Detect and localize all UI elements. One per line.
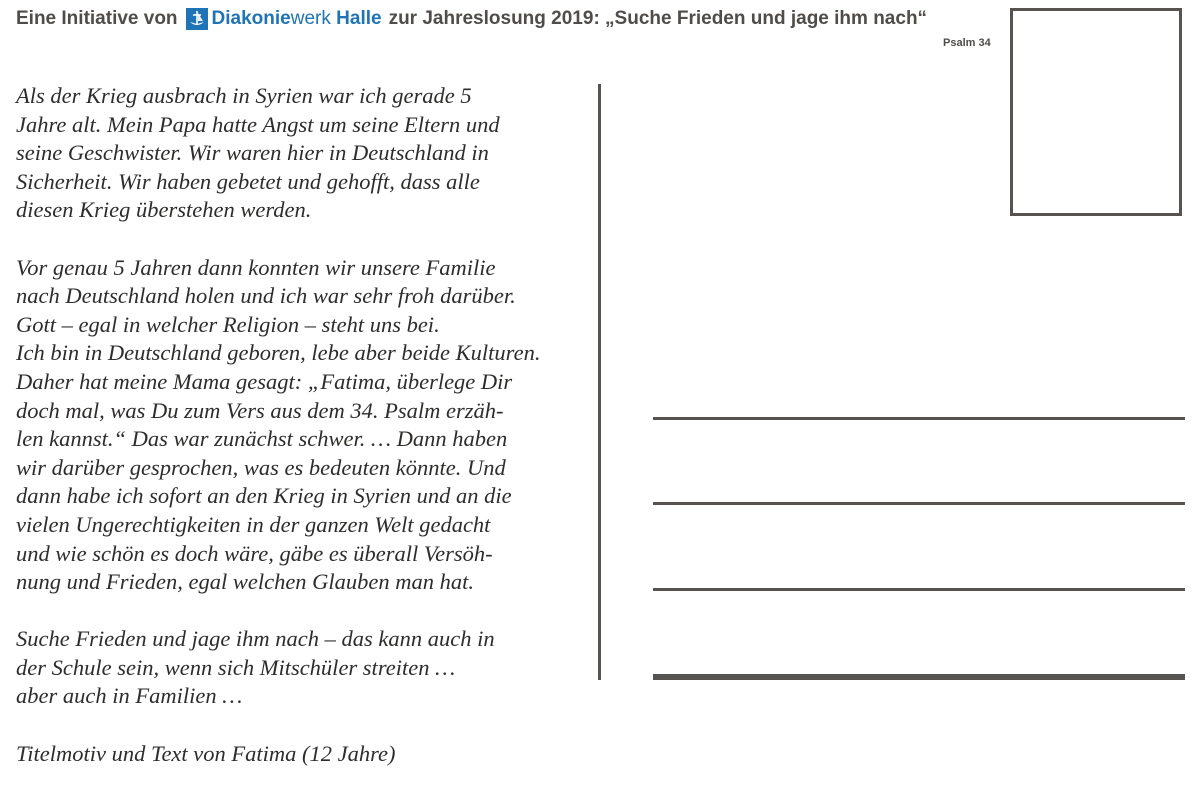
vertical-divider (598, 84, 601, 680)
text-line: diesen Krieg überstehen werden. (16, 197, 312, 223)
text-line: vielen Ungerechtigkeiten in der ganzen Welt gedacht (16, 511, 491, 537)
text-line: doch mal, was Du zum Vers aus dem 34. Psalm erzäh- (16, 397, 504, 423)
text-line: Titelmotiv und Text von Fatima (12 Jahre) (16, 740, 396, 766)
text-line: len kannst.“ Das war zunächst schwer. … Dann haben (16, 426, 508, 452)
header-prefix: Eine Initiative von (16, 8, 178, 29)
text-line: Ich bin in Deutschland geboren, lebe aber beide Kulturen. (16, 340, 541, 366)
text-line: Als der Krieg ausbrach in Syrien war ich gerade 5 (16, 83, 472, 108)
logo-name-city: Halle (336, 8, 382, 29)
text-line: nach Deutschland holen und ich war sehr froh darüber. (16, 283, 516, 309)
signature-line (16, 740, 591, 769)
logo-name-regular: werk (290, 8, 331, 29)
logo-name-bold: Diakonie (211, 8, 291, 29)
header (16, 8, 927, 30)
paragraph (16, 254, 591, 597)
paragraph (16, 625, 591, 711)
address-line (653, 417, 1185, 420)
text-line: seine Geschwister. Wir waren hier in Deutschland in (16, 140, 489, 166)
address-line (653, 502, 1185, 505)
text-line: Vor genau 5 Jahren dann konnten wir unsere Familie (16, 254, 496, 280)
text-line: Jahre alt. Mein Papa hatte Angst um seine Eltern und (16, 111, 500, 137)
text-line: und wie schön es doch wäre, gäbe es überall Versöh- (16, 540, 493, 566)
text-line: nung und Frieden, egal welchen Glauben man hat. (16, 569, 475, 595)
ship-cross-icon (186, 8, 208, 30)
logo-wordmark (212, 8, 382, 30)
text-line: Gott – egal in welcher Religion – steht uns bei. (16, 311, 440, 337)
text-line: der Schule sein, wenn sich Mitschüler streiten … (16, 654, 456, 680)
address-line (653, 588, 1185, 591)
stamp-box (1010, 8, 1182, 216)
address-line (653, 674, 1185, 680)
header-suffix: zur Jahreslosung 2019: „Suche Frieden und jage ihm nach“ (388, 8, 928, 29)
text-line: aber auch in Familien … (16, 683, 243, 709)
text-line: Sicherheit. Wir haben gebetet und gehofft, dass alle (16, 168, 480, 194)
text-line: Daher hat meine Mama gesagt: „Fatima, überlege Dir (16, 368, 513, 394)
psalm-reference: Psalm 34 (943, 37, 991, 49)
paragraph (16, 82, 591, 225)
text-line: Suche Frieden und jage ihm nach – das kann auch in (16, 626, 495, 652)
diakoniewerk-logo (186, 8, 382, 30)
text-line: dann habe ich sofort an den Krieg in Syrien und an die (16, 483, 512, 509)
message-text (16, 82, 591, 797)
text-line: wir darüber gesprochen, was es bedeuten könnte. Und (16, 454, 506, 480)
